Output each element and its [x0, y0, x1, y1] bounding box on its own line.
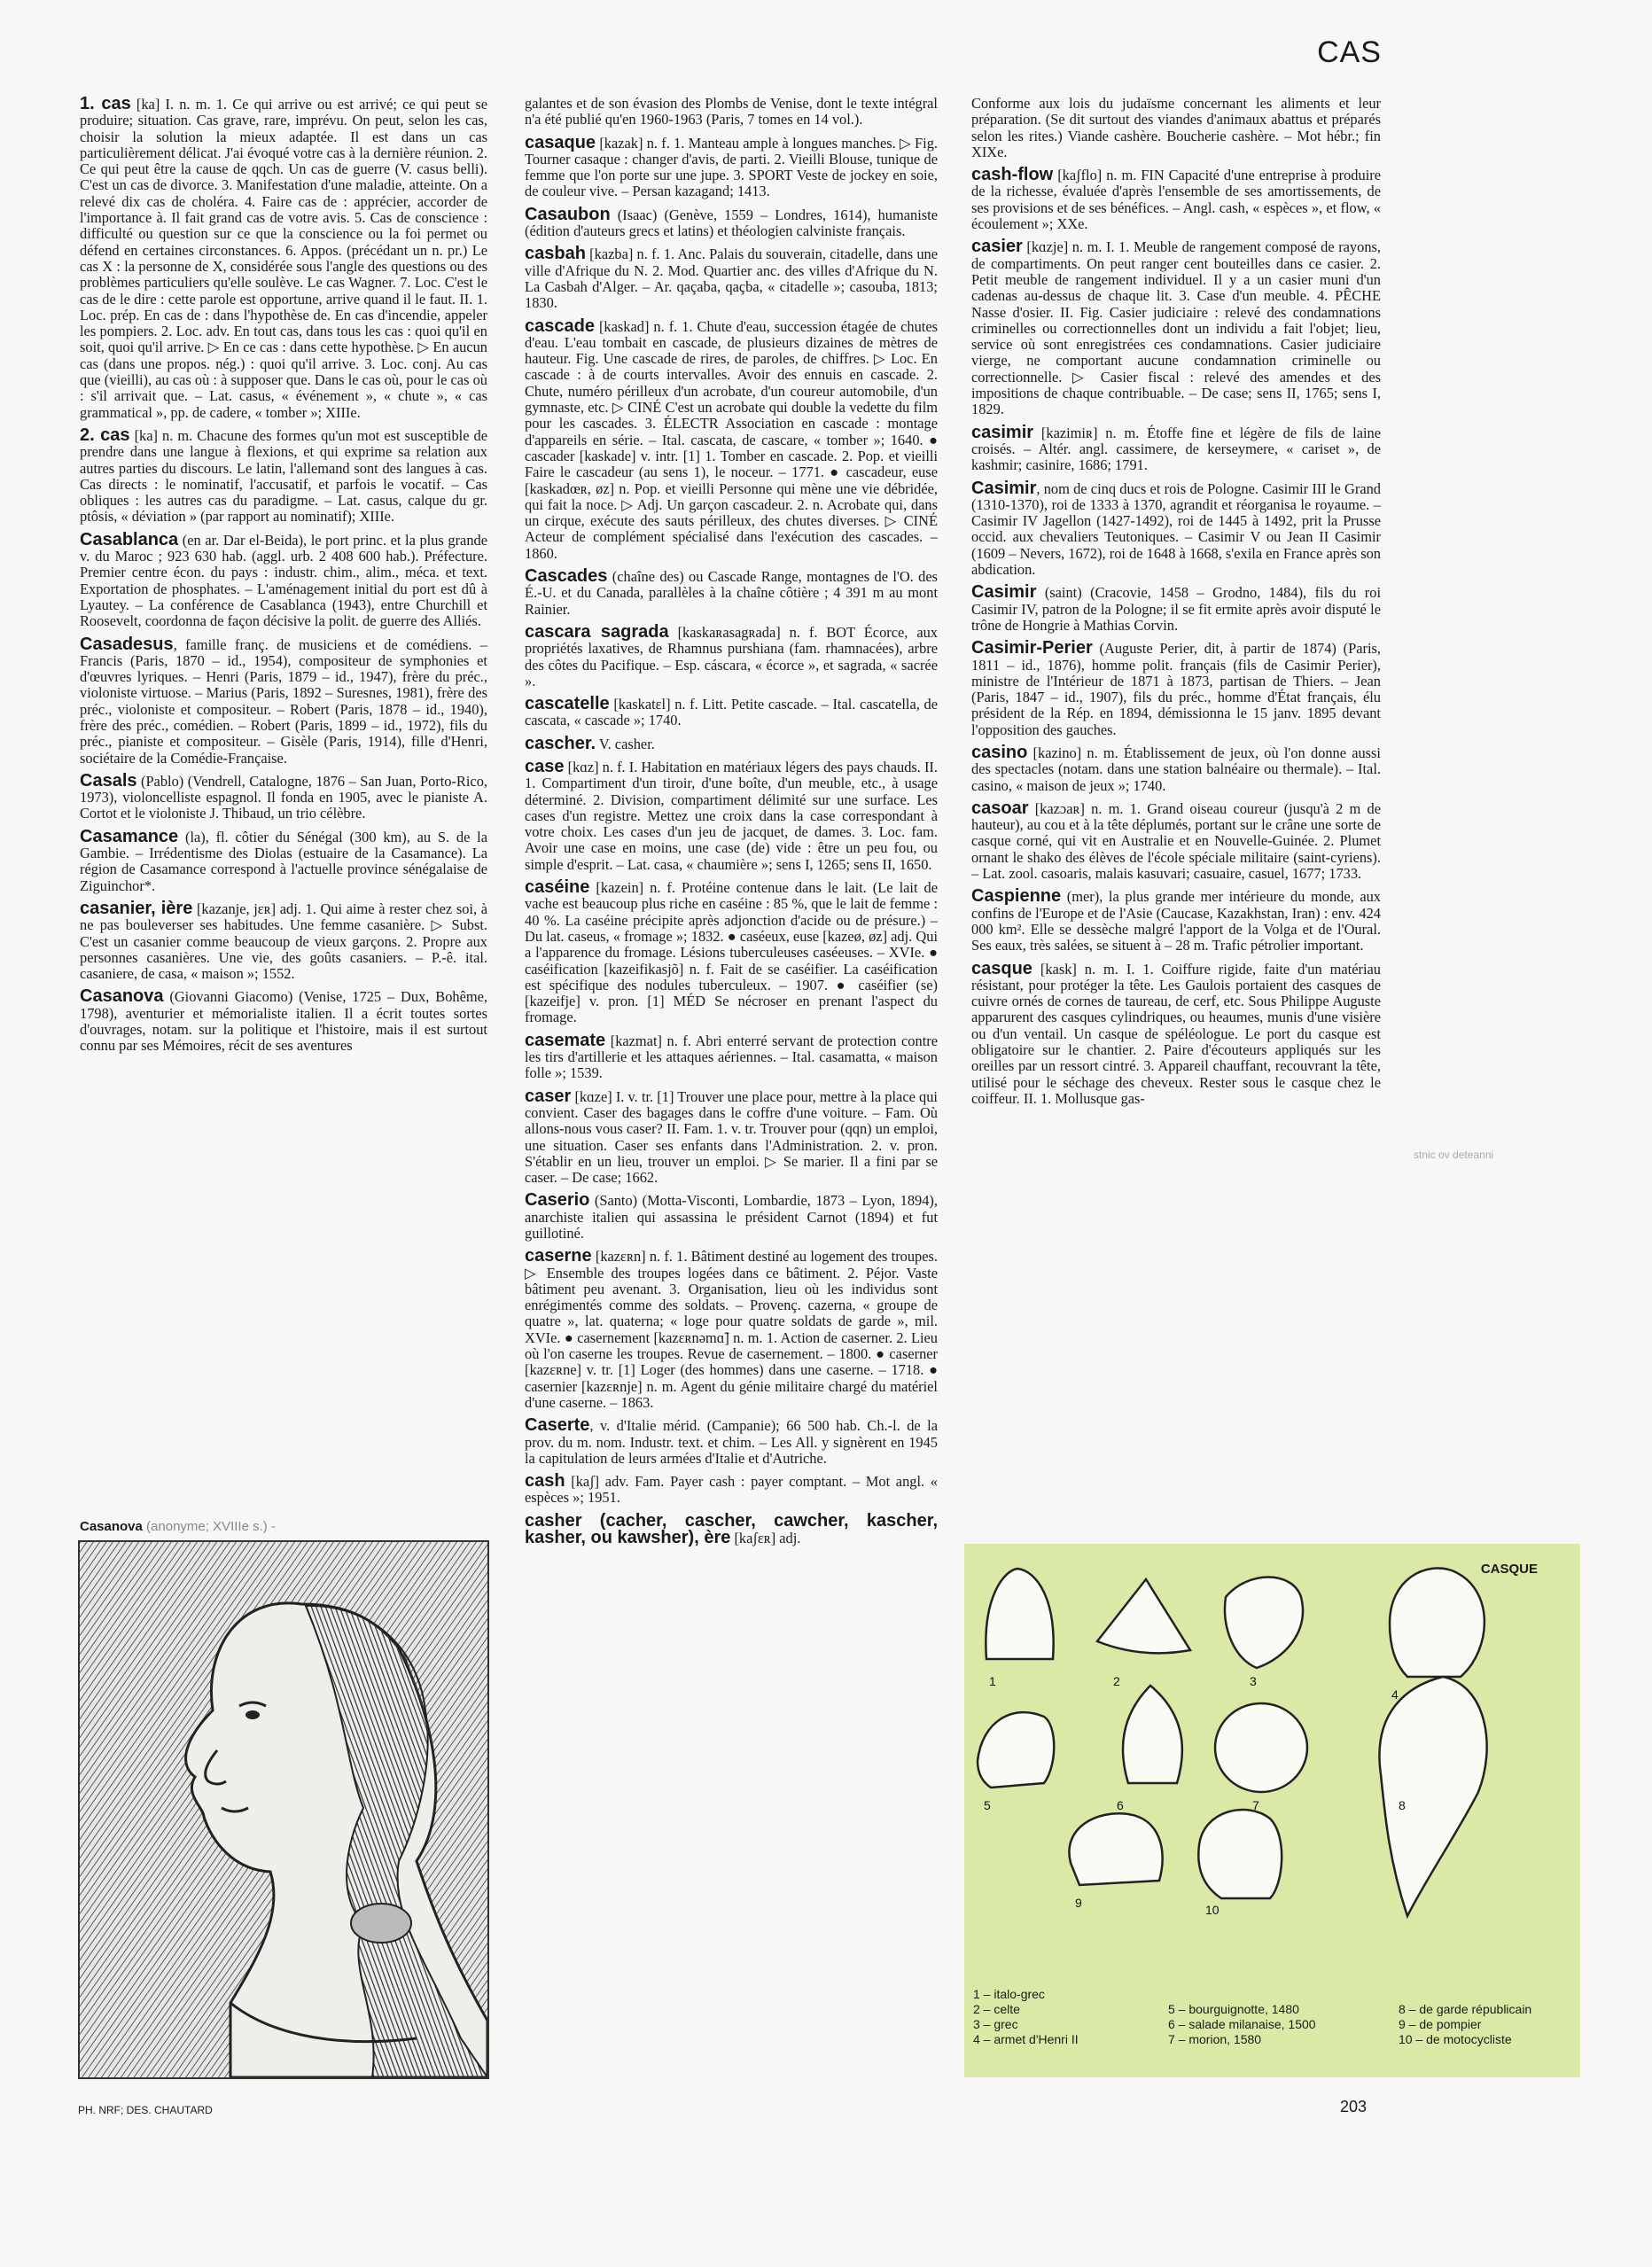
dictionary-entry — [525, 696, 938, 729]
dictionary-entry — [971, 888, 1381, 954]
entry-definition: [kazak] n. f. 1. Manteau ample à longues manches. ▷ Fig. Tourner casaque : changer d'avis, de parti. 2. Vieilli Blouse, tunique de femme que l'on porte sur une jupe. 3. SPORT Veste de jockey en soie, de couleur vive. – Persan kazagand; 1413. — [525, 134, 938, 200]
dictionary-entry — [80, 636, 487, 767]
entry-headword: casino — [971, 742, 1028, 762]
entry-headword: Caspienne — [971, 886, 1062, 907]
legend-item: 7 – morion, 1580 — [1168, 2032, 1262, 2046]
entry-definition: [kazimiʀ] n. m. Étoffe fine et légère de fils de laine croisés. – Altér. angl. cassimere, de kerseymere, « cariset », de kashmir; casinire, 1686; 1791. — [971, 424, 1381, 474]
entry-definition: [kɑz] n. f. I. Habitation en matériaux légers des pays chauds. II. 1. Compartiment d'un tiroir, d'une boîte, d'un meuble, etc., à usage déterminé. 2. Division, compartiment délimité sur une surface. Les cases d'un registre. Mettez une croix dans la case correspondant à votre choix. Les cases d'un jeu de jacquet, de dames. 3. Loc. fam. Avoir une case en moins, une case (de) vide : être un peu fou, ou simple d'esprit. – Lat. casa, « chaumière »; sens I, 1265; sens II, 1650. — [525, 758, 938, 873]
entry-definition: [kaʃ] adv. Fam. Payer cash : payer comptant. – Mot angl. « espèces »; 1951. — [525, 1473, 938, 1507]
entry-definition: (en ar. Dar el-Beida), le port princ. et la plus grande v. du Maroc ; 923 630 hab. (aggl. urb. 2 408 600 hab.). Préfecture. Premier centre écon. du pays : industr. chim., alim., méca. et text. Exportation de phosphates. – L'aménagement initial du port est dû à Lyautey. – La conférence de Casablanca (1943), entre Churchill et Roosevelt, coordonna de façon décisive la polit. de guerre des Alliés. — [80, 531, 487, 630]
dictionary-entry — [971, 958, 1381, 1108]
helmet-number-8: 8 — [1399, 1798, 1406, 1812]
entry-headword: casoar — [971, 798, 1029, 818]
entry-definition: [kaskatɛl] n. f. Litt. Petite cascade. – Ital. cascatella, de cascata, « cascade »; 1740. — [525, 696, 938, 729]
entry-definition: (mer), la plus grande mer intérieure du monde, aux confins de l'Europe et de l'Asie (Caucase, Kazakhstan, Iran) : env. 424 000 km². Elle se dessèche malgré l'apport de la Volga et de l'Oural. Ses eaux, très salées, se situent à – 28 m. Trafic pétrolier important. — [971, 888, 1381, 954]
entry-definition: (saint) (Cracovie, 1458 – Grodno, 1484), fils du roi Casimir IV, patron de la Pologne; il se fit ermite après avoir disputé le trône de Hongrie à Mathias Corvin. — [971, 584, 1381, 634]
dictionary-entry — [80, 900, 487, 982]
legend-column-3 — [1399, 2002, 1531, 2047]
column-1 — [80, 96, 487, 1061]
entry-headword: Caserio — [525, 1190, 590, 1211]
helmet-10-drawing — [1198, 1810, 1282, 1898]
entry-headword: Casimir — [971, 478, 1037, 498]
entry-headword: Casadesus — [80, 634, 174, 654]
entry-headword: 2. cas — [80, 425, 130, 445]
column-2 — [525, 96, 938, 1553]
entry-definition: [kazanje, jɛʀ] adj. 1. Qui aime à rester chez soi, à ne pas bouleverser ses habitudes. Une femme casanière. ▷ Subst. C'est un casanier comme beaucoup de vieux garçons. 2. Propre aux personnes casanières. Une vie, des goûts casaniers. – P.-ê. ital. casaniere, de casa, « maison »; 1552. — [80, 900, 487, 983]
legend-item: 4 – armet d'Henri II — [973, 2032, 1079, 2046]
legend-item: 9 – de pompier — [1399, 2017, 1482, 2031]
legend-item: 10 – de motocycliste — [1399, 2032, 1512, 2046]
entry-definition: [ka] n. m. Chacune des formes qu'un mot est susceptible de prendre dans une langue à flexions, et qui exprime sa relation aux autres parties du discours. Le latin, l'allemand sont des langues à cas. Cas directs : le nominatif, l'accusatif, et parfois le vocatif. – Cas obliques : les autres cas du paradigme. – Lat. casus, calque du gr. ptôsis, « déviation » (par rapport au nominatif); XIIIe. — [80, 426, 487, 526]
entry-definition: [kazmat] n. f. Abri enterré servant de protection contre les tirs d'artillerie et les attaques aériennes. – Ital. casamatta, « maison folle »; 1539. — [525, 1032, 938, 1082]
entry-headword: cascher. — [525, 733, 596, 753]
helmet-4-drawing — [1390, 1569, 1484, 1678]
entry-headword: cascara sagrada — [525, 621, 669, 642]
running-head: CAS — [1317, 35, 1382, 69]
entry-headword: Cascades — [525, 566, 608, 587]
entry-headword: casher (cacher, cascher, cawcher, kascher, kasher, ou kawsher), ère — [525, 1510, 938, 1548]
helmets-drawing — [964, 1544, 1580, 1987]
entry-headword: Casablanca — [80, 529, 179, 549]
entry-definition: (la), fl. côtier du Sénégal (300 km), au S. de la Gambie. – Irrédentisme des Diolas (estuaire de la Casamance). La région de Casamance correspond à l'actuelle province sénégalaise de Ziguinchor*. — [80, 828, 487, 894]
entry-definition: [kɑzje] n. m. I. 1. Meuble de rangement composé de rayons, de compartiments. On peut ranger cent bouteilles dans ce casier. 2. Petit meuble de rangement individuel. Il y a un casier muni d'un cadenas au-dessus de chaque lit. 3. Case d'un meuble. 4. PÊCHE Nasse d'osier. II. Fig. Casier judiciaire : relevé des condamnations criminelles ou correctionnelles dont un individu a fait l'objet; lieu, service où sont enregistrées ces condamnations. Casier judiciaire vierge, ne comportant aucune condamnation criminelle ou correctionnelle. ▷ Casier fiscal : relevé des amendes et des impositions de chaque contribuable. – De case; sens II, 1765; sens I, 1829. — [971, 238, 1381, 418]
entry-headword: caséine — [525, 877, 590, 898]
helmet-number-3: 3 — [1250, 1674, 1257, 1688]
entry-headword: casemate — [525, 1030, 606, 1050]
entry-definition: (Giovanni Giacomo) (Venise, 1725 – Dux, Bohême, 1798), aventurier et mémorialiste italien. Il a écrit toutes sortes d'ouvrages, notam. sur la politique et l'histoire, mais il est surtout connu par ses Mémoires, récit de ses aventures — [80, 988, 487, 1055]
entry-headword: casaque — [525, 132, 596, 152]
entry-headword: caser — [525, 1086, 572, 1106]
entry-definition: , nom de cinq ducs et rois de Pologne. Casimir III le Grand (1310-1370), roi de 1333 à 1370, agrandit et réorganisa le royaume. – Casimir IV Jagellon (1427-1492), roi de 1445 à 1492, prit la Prusse occid. aux chevaliers Teutoniques. – Casimir V ou Jean II Casimir (1609 – Nevers, 1672), roi de 1648 à 1668, s'exila en France après son abdication. — [971, 479, 1381, 579]
legend-item: 8 – de garde républicain — [1399, 2002, 1532, 2016]
dictionary-entry — [971, 584, 1381, 634]
entry-headword: caserne — [525, 1246, 592, 1266]
helmet-number-9: 9 — [1075, 1896, 1082, 1910]
helmet-number-4: 4 — [1391, 1687, 1399, 1702]
entry-headword: Casimir-Perier — [971, 638, 1093, 658]
faint-side-note: stnic ov deteanni — [1414, 1149, 1494, 1161]
casanova-portrait — [78, 1540, 489, 2079]
dictionary-entry — [525, 132, 938, 200]
entry-headword: Casaubon — [525, 204, 611, 224]
helmet-6-drawing — [1123, 1686, 1182, 1783]
dictionary-entry — [525, 568, 938, 618]
entry-definition: [kazba] n. f. 1. Anc. Palais du souverain, citadelle, dans une ville d'Afrique du N. 2. Mod. Quartier anc. des villes d'Afrique du N. La Casbah d'Alger. – Ar. qaçaba, qaçba, « citadelle »; casouba, 1813; 1830. — [525, 245, 938, 312]
entry-headword: casbah — [525, 244, 586, 264]
entry-headword: cascade — [525, 316, 595, 336]
helmet-7-drawing — [1215, 1703, 1307, 1792]
dictionary-entry — [525, 1248, 938, 1411]
portrait-caption-source: (anonyme; XVIIIe s.) - — [146, 1519, 276, 1534]
entry-definition: [kɑze] I. v. tr. [1] Trouver une place pour, mettre à la place qui convient. Caser des bagages dans le coffre d'une voiture. – Fam. Où allons-nous vous caser? II. Fam. 1. v. tr. Trouver pour (qqn) un emploi, une situation. Caser ses enfants dans l'Administration. 2. v. pron. S'établir en un lieu, trouver un emploi. ▷ Se marier. Il a fini par se caser. – De case; 1662. — [525, 1087, 938, 1187]
portrait-caption — [80, 1519, 276, 1534]
dictionary-entry — [80, 529, 487, 630]
page-number: 203 — [1340, 2098, 1368, 2115]
dictionary-entry — [971, 238, 1381, 417]
entry-headword: Casamance — [80, 826, 179, 846]
entry-headword: casier — [971, 237, 1023, 257]
legend-column-2 — [1168, 2002, 1316, 2047]
helmet-number-10: 10 — [1205, 1903, 1220, 1917]
dictionary-entry — [525, 733, 938, 753]
entry-headword: cash — [525, 1471, 565, 1492]
entry-definition: (Isaac) (Genève, 1559 – Londres, 1614), humaniste (édition d'auteurs grecs et latins) et théologien calviniste français. — [525, 206, 938, 240]
helmet-9-drawing — [1069, 1813, 1162, 1885]
dictionary-entry — [525, 1473, 938, 1507]
entry-definition: (Pablo) (Vendrell, Catalogne, 1876 – San Juan, Porto-Rico, 1973), violoncelliste espagnol. Il fonda en 1905, avec le pianiste A. Cortot et le violoniste J. Thibaud, un trio célèbre. — [80, 772, 487, 822]
entry-definition: [kazɔaʀ] n. m. 1. Grand oiseau coureur (jusqu'à 2 m de hauteur), au cou et à la tête déplumés, portant sur le crâne une sorte de casque corné, qui vit en Australie et en Nouvelle-Guinée. 2. Plumet ornant le shako des élèves de l'école spéciale militaire (saint-cyriens). – Lat. zool. casoaris, malais kasuvari; casuaire, casuel, 1677; 1733. — [971, 799, 1381, 883]
dictionary-entry — [525, 621, 938, 689]
dictionary-entry — [971, 480, 1381, 579]
legend-item: 3 – grec — [973, 2017, 1018, 2031]
entry-definition: [ka] I. n. m. 1. Ce qui arrive ou est arrivé; ce qui peut se produire; situation. Cas grave, rare, imprévu. On peut, selon les cas, choisir la solution la mieux adaptée. Il est dans un cas particulièrement délicat. J'ai évoqué votre cas à la dernière réunion. 2. Ce qui peut être la cause de qqch. Un cas de guerre (V. casus belli). C'est un cas de divorce. 3. Manifestation d'une maladie, atteinte. On a relevé dix cas de choléra. 4. Faire cas de : apprécier, accorder de l'importance à. Il fait grand cas de votre avis. 5. Cas de conscience : difficulté ou question sur ce que la conscience ou la foi permet ou défend en certaines circonstances. 6. Appos. (précédant un n. pr.) Le cas X : la personne de X, considérée sous l'angle des questions ou des problèmes particuliers qu'elle soulève. Le cas Wagner. 7. Loc. C'est le cas de le dire : cette parole est opportune, arrive quand il le faut. II. 1. Loc. prép. En cas de : dans l'hypothèse de. En cas d'incendie, appeler les pompiers. 2. Loc. adv. En tout cas, dans tous les cas : quoi qu'il en soit, quoi qu'il arrive. ▷ En ce cas : dans cette hypothèse. ▷ En aucun cas (dans une propos. nég.) : quoi qu'il arrive. 3. Loc. conj. Au cas que (vieilli), au cas où : à supposer que. Dans le cas où, pour le cas où : s'il arrivait que. – Lat. casus, « événement », « chute », « cas grammatical », pp. de cadere, « tomber »; XIIIe. — [80, 96, 487, 421]
dictionary-entry — [80, 770, 487, 822]
dictionary-entry — [525, 1032, 938, 1082]
entry-headword: cascatelle — [525, 694, 610, 714]
entry-definition: [kaʃɛʀ] adj. — [730, 1530, 801, 1547]
dictionary-entry — [525, 245, 938, 311]
entry-definition: , v. d'Italie mérid. (Campanie); 66 500 hab. Ch.-l. de la prov. du m. nom. Industr. text. et chim. – Les All. y signèrent en 1945 la capitulation de leurs armées d'Italie et d'Autriche. — [525, 1417, 938, 1467]
portrait-caption-name: Casanova — [80, 1519, 143, 1534]
helmet-8-drawing — [1379, 1677, 1486, 1916]
entry-headword: Casals — [80, 770, 137, 791]
entry-headword: casimir — [971, 422, 1034, 442]
dictionary-entry — [971, 800, 1381, 882]
entry-definition: , famille franç. de musiciens et de comédiens. – Francis (Paris, 1870 – id., 1954), compositeur de symphonies et d'œuvres lyriques. – Henri (Paris, 1879 – id., 1947), frère du préc., violoniste virtuose. – Marius (Paris, 1892 – Suresnes, 1981), frère des préc., violoniste et compositeur. – Robert (Paris, 1878 – id., 1940), frère des préc., comédien. – Robert (Paris, 1899 – id., 1972), fils du préc., pianiste et compositeur. – Gisèle (Paris, 1914), fille d'Henri, sociétaire de la Comédie-Française. — [80, 635, 487, 767]
legend-item: 1 – italo-grec — [973, 1987, 1045, 2001]
entry-definition: V. casher. — [596, 735, 655, 752]
entry-definition: [kask] n. m. I. 1. Coiffure rigide, faite d'un matériau résistant, pour protéger la tête. Les Gaulois portaient des casques de cuivre ornés de cornes de taureau, de cerf, etc. Sous Philippe Auguste apparurent des casques cylindriques, ou heaumes, munis d'une visière ou d'un ventail. Un casque de spéléologue. Le port du casque est obligatoire sur le chantier. 2. Paire d'écouteurs appliqués sur les oreilles par un ressort cintré. 3. Appareil chauffant, recouvrant la tête, utilisé pour le séchage des cheveux. Rester sous le casque chez le coiffeur. II. 1. Mollusque gas- — [971, 960, 1381, 1107]
entry-definition: Conforme aux lois du judaïsme concernant les aliments et leur préparation. (Se dit surtout des viandes d'animaux abattus et préparés selon les rites.) Viande cashère. Boucherie cashère. – Mot hébr.; fin XIXe. — [971, 95, 1381, 160]
legend-item: 6 – salade milanaise, 1500 — [1168, 2017, 1316, 2031]
helmet-3-drawing — [1225, 1578, 1303, 1669]
dictionary-entry — [525, 1088, 938, 1187]
entry-headword: Casimir — [971, 582, 1037, 603]
legend-item: 5 – bourguignotte, 1480 — [1168, 2002, 1299, 2016]
legend-column-1 — [973, 1987, 1079, 2047]
entry-definition: galantes et de son évasion des Plombs de Venise, dont le texte intégral n'a été publié qu'en 1960-1963 (Paris, 7 tomes en 14 vol.). — [525, 95, 938, 129]
dictionary-entry — [525, 318, 938, 562]
photo-credit: PH. NRF; DES. CHAUTARD — [78, 2104, 213, 2116]
dictionary-entry — [80, 427, 487, 526]
dictionary-entry — [80, 826, 487, 894]
entry-definition: [kaʃflo] n. m. FIN Capacité d'une entreprise à produire de la richesse, évaluée d'après l'ensemble de ses amortissements, de ses provisions et de ses bénéfices. – Angl. cash, « espèces », et flow, « écoulement »; XXe. — [971, 167, 1381, 233]
plate-title: CASQUE — [1480, 1562, 1538, 1577]
casanova-engraving-image — [80, 1542, 487, 2077]
entry-headword: casanier, ière — [80, 898, 193, 918]
entry-headword: Caserte — [525, 1415, 590, 1436]
dictionary-entry — [971, 744, 1381, 794]
dictionary-entry — [525, 879, 938, 1026]
helmet-5-drawing — [978, 1712, 1054, 1788]
dictionary-entry — [80, 988, 487, 1054]
helmet-2-drawing — [1097, 1579, 1190, 1653]
dictionary-entry — [971, 422, 1381, 474]
dictionary-entry — [525, 1510, 938, 1548]
entry-headword: case — [525, 756, 565, 776]
dictionary-entry — [80, 96, 487, 421]
entry-headword: casque — [971, 958, 1032, 978]
helmet-number-5: 5 — [984, 1798, 991, 1812]
helmet-number-6: 6 — [1117, 1798, 1124, 1812]
dictionary-entry — [971, 167, 1381, 232]
dictionary-entry — [525, 1192, 938, 1242]
helmet-1-drawing — [986, 1569, 1053, 1659]
entry-definition: [kazɛʀn] n. f. 1. Bâtiment destiné au logement des troupes. ▷ Ensemble des troupes logées dans ce bâtiment. 2. Péjor. Vaste bâtiment peu avenant. 3. Organisation, lieu où les individus sont enrégimentés comme des soldats. – Provenç. cazerna, « groupe de quatre », lat. quaterna; « loge pour quatre soldats de garde », mil. XVIe. ● casernement [kazɛʀnəmɑ̃] n. m. 1. Action de caserner. 2. Lieu où l'on caserne les troupes. Revue de casernement. – 1800. ● caserner [kazɛʀne] v. tr. [1] Loger (des hommes) dans une caserne. – 1718. ● casernier [kazɛʀnje] n. m. Agent du génie militaire chargé du matériel d'une caserne. – 1863. — [525, 1248, 938, 1411]
legend-item: 2 – celte — [973, 2002, 1020, 2016]
entry-definition: (Auguste Perier, dit, à partir de 1874) (Paris, 1811 – id., 1876), homme polit. français (fils de Casimir Perier), ministre de l'Intérieur de 1871 à 1873, partisan de Thiers. – Jean (Paris, 1847 – id., 1907), fils du préc., homme d'État français, élu président de la Rép. en 1894, démissionna le 15 janv. 1895 devant l'opposition des gauches. — [971, 640, 1381, 738]
dictionary-entry — [525, 96, 938, 129]
entry-definition: (Santo) (Motta-Visconti, Lombardie, 1873 – Lyon, 1894), anarchiste italien qui assassina le président Carnot (1894) et fut guillotiné. — [525, 1192, 938, 1242]
entry-headword: 1. cas — [80, 94, 131, 113]
entry-definition: [kaskad] n. f. 1. Chute d'eau, succession étagée de chutes d'eau. L'eau tombait en cascade, de plusieurs dizaines de mètres de hauteur. Fig. Une cascade de rires, de paroles, de chiffres. ▷ Loc. En cascade : à de courts intervalles. Avoir des ennuis en cascade. 2. Chute, numéro périlleux d'un acrobate, d'un coureur automobile, d'un gymnaste, etc. ▷ CINÉ C'est un acrobate qui double la vedette du film pour les cascades. 3. ÉLECTR Association en cascade : montage d'appareils en série. – Ital. cascata, de cascare, « tomber »; 1640. ● cascader [kaskade] v. intr. [1] 1. Tomber en cascade. 2. Pop. et vieilli Faire le cascadeur (au sens 1), le noceur. – 1771. ● cascadeur, euse [kaskadœʀ, øz] n. Pop. et vieilli Personne qui mène une vie débridée, qui fait la noce. ▷ Adj. Un garçon cascadeur. 2. n. Acrobate qui, dans un cirque, exécute des sauts périlleux, des chutes diverses. ▷ CINÉ Acteur de complément spécialisé dans l'exécution des cascades. – 1860. — [525, 317, 938, 562]
helmet-number-7: 7 — [1252, 1798, 1259, 1812]
dictionary-entry — [971, 96, 1381, 160]
entry-definition: [kaskaʀasagʀada] n. f. BOT Écorce, aux propriétés laxatives, de Rhamnus purshiana (fam. rhamnacées), arbre des côtes du Pacifique. – Esp. cáscara, « écorce », et sagrada, « sacrée ». — [525, 623, 938, 689]
entry-headword: cash-flow — [971, 165, 1054, 185]
entry-headword: Casanova — [80, 986, 164, 1007]
entry-definition: [kazein] n. f. Protéine contenue dans le lait. (Le lait de vache est beaucoup plus riche en caséine : 85 %, que le lait de femme : 40 %. La caséine précipite après adjonction d'acide ou de présure.) – Du lat. caseus, « fromage »; 1832. ● caséeux, euse [kazeø, øz] adj. Qui a l'apparence du fromage. Lésions tuberculeuses caséeuses. – XVIe. ● caséification [kazeifikasjõ] n. f. Fait de se caséifier. La caséification est spécifique des nodules tuberculeux. – 1907. ● caséifier (se) [kazeifje] v. pron. [1] MÉD Se nécroser en prenant l'aspect du fromage. — [525, 879, 938, 1026]
entry-definition: (chaîne des) ou Cascade Range, montagnes de l'O. des É.-U. et du Canada, parallèles à la chaîne côtière ; 4 391 m au mont Rainier. — [525, 568, 938, 618]
entry-definition: [kazino] n. m. Établissement de jeux, où l'on donne aussi des spectacles (notam. dans une station balnéaire ou thermale). – Ital. casino, « maison de jeux »; 1740. — [971, 744, 1381, 794]
dictionary-entry — [525, 1417, 938, 1467]
dictionary-entry — [525, 756, 938, 873]
dictionary-entry — [525, 206, 938, 240]
column-3 — [971, 96, 1381, 1113]
helmet-number-1: 1 — [989, 1674, 996, 1688]
helmet-number-2: 2 — [1113, 1674, 1120, 1688]
dictionary-entry — [971, 640, 1381, 738]
